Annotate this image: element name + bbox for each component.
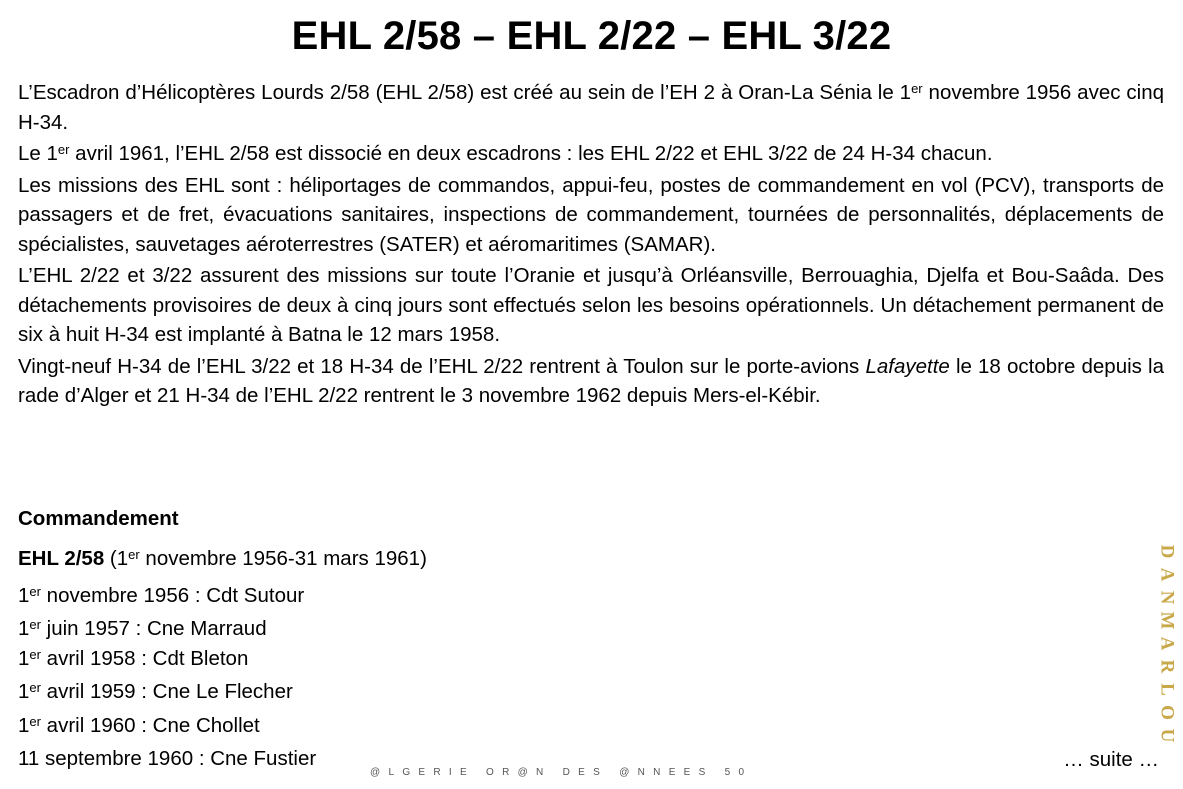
unit-subheading: EHL 2/58 (1er novembre 1956-31 mars 1961) — [18, 547, 427, 570]
paragraph-operations: L’EHL 2/22 et 3/22 assurent des missions sur toute l’Oranie et jusqu’à Orléansville, Berrouaghia, Djelfa et Bou-Saâda. Des détachements provisoires de deux à cinq jours sont effectués selon les besoins opérationnels. Un détachement permanent de six à huit H-34 est implanté à Batna le 12 mars 1958. — [18, 264, 1164, 346]
watermark-letter: A — [1156, 567, 1178, 582]
page-title: EHL 2/58 – EHL 2/22 – EHL 3/22 — [291, 14, 892, 58]
list-item: 1er juin 1957 : Cne Marraud — [18, 617, 267, 640]
paragraph-missions: Les missions des EHL sont : héliportages de commandos, appui-feu, postes de commandement en vol (PCV), transports de passagers et de fret, évacuations sanitaires, inspections de commandement, tournées de personnalités, déplacements de spécialistes, sauvetages aéroterrestres (SATER) et aéromaritimes (SAMAR). — [18, 173, 1164, 256]
watermark-letter: A — [1156, 636, 1178, 651]
watermark-letter: M — [1156, 611, 1178, 630]
watermark-letter: D — [1156, 544, 1178, 559]
watermark-letter: L — [1156, 683, 1178, 696]
watermark-logo — [1152, 540, 1182, 747]
body-text — [18, 78, 1164, 413]
paragraph-split: Le 1er avril 1961, l’EHL 2/58 est dissocié en deux escadrons : les EHL 2/22 et EHL 3/22 de 24 H-34 chacun. — [18, 142, 993, 165]
list-item: 1er novembre 1956 : Cdt Sutour — [18, 584, 305, 607]
list-item: 1er avril 1960 : Cne Chollet — [18, 714, 260, 737]
watermark-letter: O — [1156, 705, 1178, 720]
watermark-letter: N — [1156, 590, 1178, 605]
footer-caption: @LGERIE OR@N DES @NNEES 50 — [370, 767, 753, 778]
list-item: 1er avril 1958 : Cdt Bleton — [18, 647, 249, 670]
watermark-letter: U — [1156, 728, 1178, 743]
list-item: 11 septembre 1960 : Cne Fustier — [18, 747, 317, 770]
list-item: 1er avril 1959 : Cne Le Flecher — [18, 680, 293, 703]
paragraph-return: Vingt-neuf H-34 de l’EHL 3/22 et 18 H-34 de l’EHL 2/22 rentrent à Toulon sur le porte-avions Lafayette le 18 octobre depuis la rade d’Alger et 21 H-34 de l’EHL 2/22 rentrent le 3 novembre 1962 depuis Mers-el-Kébir. — [18, 354, 1165, 407]
section-heading: Commandement — [18, 507, 179, 530]
paragraph-creation: L’Escadron d’Hélicoptères Lourds 2/58 (EHL 2/58) est créé au sein de l’EH 2 à Oran-La Sénia le 1er novembre 1956 avec cinq H-34. — [18, 81, 1165, 134]
continued-marker: … suite … — [1063, 748, 1159, 771]
watermark-letter: R — [1156, 659, 1178, 674]
